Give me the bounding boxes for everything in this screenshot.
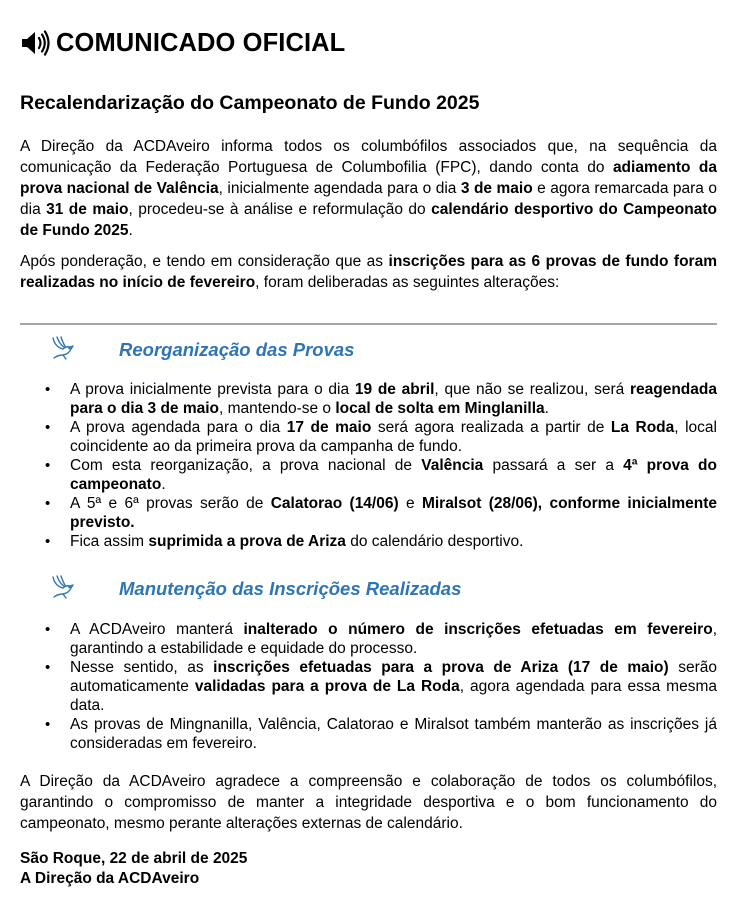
item-bold: Valência <box>421 457 484 474</box>
item-bold: Calatorao (14/06) <box>270 495 399 512</box>
section-divider <box>20 323 717 325</box>
item-text: Com esta reorganização, a prova nacional de <box>70 457 422 474</box>
list-item <box>70 456 717 494</box>
item-bold: suprimida a prova de Ariza <box>148 533 346 550</box>
intro-text: Após ponderação, e tendo em consideração que as <box>20 253 389 270</box>
item-text: passará a ser a <box>483 457 624 474</box>
dove-icon <box>50 335 76 361</box>
item-text: serão automaticamente <box>70 659 717 695</box>
intro-text: A Direção da ACDAveiro informa todos os columbófilos associados que, na sequência da comunicação da Federação Portuguesa de Columbofilia (FPC), dando conta do <box>20 138 717 176</box>
dove-icon <box>50 574 76 600</box>
intro-bold: 3 de maio <box>460 180 533 197</box>
signature-place-date: São Roque, 22 de abril de 2025 <box>20 850 248 867</box>
item-text: , agora agendada para essa mesma data. <box>70 678 717 714</box>
item-text: A 5ª e 6ª provas serão de <box>70 495 271 512</box>
item-text: , mantendo-se o <box>219 400 336 417</box>
reorganizacao-list <box>20 380 717 551</box>
intro-bold: 31 de maio <box>46 201 129 218</box>
closing-paragraph: A Direção da ACDAveiro agradece a compreensão e colaboração de todos os columbófilos, garantindo o compromisso de manter a integridade desportiva e o bom funcionamento do campeonato, mesmo perante alterações externas de calendário. <box>20 773 717 832</box>
item-text: Nesse sentido, as <box>70 659 214 676</box>
list-item <box>70 380 717 418</box>
item-bold: inscrições efetuadas para a prova de Ariza (17 de maio) <box>213 659 669 676</box>
manutencao-list <box>20 620 717 753</box>
document-subtitle: Recalendarização do Campeonato de Fundo 2025 <box>20 92 480 114</box>
list-item <box>70 715 717 753</box>
intro-bold: calendário desportivo do Campeonato de Fundo 2025 <box>20 201 717 239</box>
section-title: Manutenção das Inscrições Realizadas <box>119 578 462 599</box>
item-bold: validadas para a prova de La Roda <box>194 678 460 695</box>
item-bold: local de solta em Minglanilla <box>335 400 545 417</box>
list-item <box>70 620 717 658</box>
list-item <box>70 532 717 551</box>
intro-paragraph-1 <box>20 136 717 241</box>
list-item <box>70 494 717 532</box>
section-title: Reorganização das Provas <box>119 339 355 360</box>
intro-paragraph-2 <box>20 251 717 293</box>
item-text: será agora realizada a partir de <box>371 419 611 436</box>
item-bold: 17 de maio <box>286 419 372 436</box>
item-text: As provas de Mingnanilla, Valência, Calatorao e Miralsot também manterão as inscrições já consideradas em fevereiro. <box>70 716 717 752</box>
item-text: A prova agendada para o dia <box>70 419 287 436</box>
item-text: A ACDAveiro manterá <box>70 621 244 638</box>
list-item <box>70 418 717 456</box>
intro-text: , inicialmente agendada para o dia <box>218 180 461 197</box>
item-bold: La Roda <box>610 419 675 436</box>
item-text: , garantindo a estabilidade e equidade do processo. <box>70 621 717 657</box>
intro-bold: adiamento da prova nacional de Valência <box>20 159 717 197</box>
intro-text: . <box>128 222 133 239</box>
page-title: COMUNICADO OFICIAL <box>56 28 346 57</box>
item-bold: 4ª prova do campeonato <box>70 457 717 493</box>
document-header <box>20 27 717 59</box>
item-bold: reagendada para o dia 3 de maio <box>70 381 717 417</box>
intro-text: e agora remarcada para o dia <box>20 180 718 218</box>
item-text: . <box>161 476 166 493</box>
item-bold: 19 de abril <box>354 381 435 398</box>
intro-text: , procedeu-se à análise e reformulação do <box>128 201 432 218</box>
item-text: . <box>544 400 549 417</box>
item-bold: Miralsot (28/06), conforme inicialmente previsto. <box>70 495 717 531</box>
item-text: Fica assim <box>70 533 149 550</box>
item-text: , que não se realizou, será <box>434 381 630 398</box>
item-text: do calendário desportivo. <box>345 533 524 550</box>
item-text: e <box>398 495 422 512</box>
signature-author: A Direção da ACDAveiro <box>20 870 200 887</box>
list-item <box>70 658 717 715</box>
intro-text: , foram deliberadas as seguintes alterações: <box>255 274 560 291</box>
section-heading-reorganizacao <box>50 335 690 365</box>
item-bold: inalterado o número de inscrições efetuadas em fevereiro <box>243 621 713 638</box>
speaker-icon <box>20 29 52 57</box>
item-text: A prova inicialmente prevista para o dia <box>70 381 355 398</box>
intro-bold: inscrições para as 6 provas de fundo foram realizadas no início de fevereiro <box>20 253 717 291</box>
section-heading-manutencao <box>50 574 690 604</box>
item-text: , local coincidente ao da primeira prova da campanha de fundo. <box>70 419 717 455</box>
